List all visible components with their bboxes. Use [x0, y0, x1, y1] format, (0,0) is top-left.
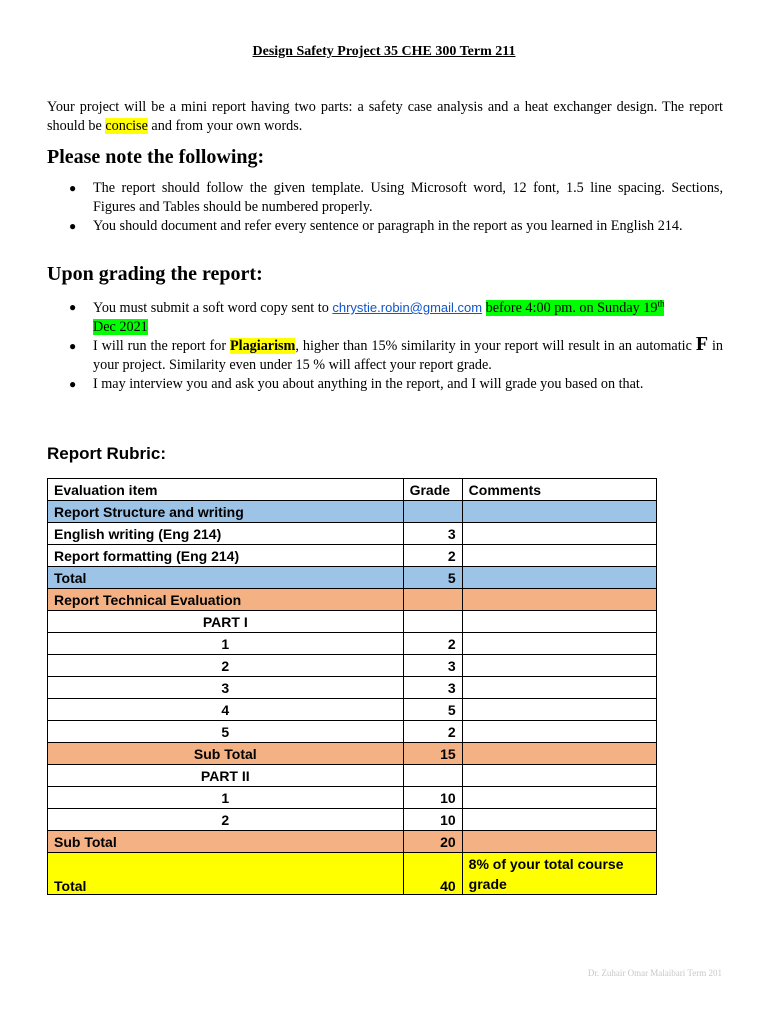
- row-grade: 2: [403, 545, 462, 567]
- table-row: [48, 721, 657, 743]
- plagiarism-highlight: Plagiarism: [229, 338, 296, 354]
- row-comments: [462, 611, 656, 633]
- rubric-heading: Report Rubric:: [47, 444, 166, 463]
- bullet-icon: ●: [69, 181, 77, 195]
- row-comments: 8% of your total course grade: [462, 853, 656, 895]
- row-comments: [462, 501, 656, 523]
- row-item: 2: [48, 809, 404, 831]
- row-comments: [462, 545, 656, 567]
- section-heading-grading: Upon grading the report:: [47, 263, 263, 285]
- row-grade: 3: [403, 523, 462, 545]
- deadline-text: before 4:00 pm. on Sunday 19: [485, 300, 658, 316]
- table-row: [48, 765, 657, 787]
- footer-text: Dr. Zuhair Omar Malaibari Term 201: [587, 968, 722, 978]
- intro-paragraph: [47, 98, 723, 136]
- row-grade: 3: [403, 655, 462, 677]
- section-heading-notes: Please note the following:: [47, 146, 265, 168]
- header-comments: Comments: [462, 479, 656, 501]
- table-row: [48, 853, 657, 895]
- list-item: [47, 179, 723, 217]
- row-grade: 10: [403, 809, 462, 831]
- table-row: [48, 809, 657, 831]
- row-comments: [462, 523, 656, 545]
- list-item: [47, 298, 723, 337]
- bullet-icon: ●: [69, 300, 77, 314]
- row-grade: 5: [403, 567, 462, 589]
- row-item: Sub Total: [48, 743, 404, 765]
- row-grade: 2: [403, 721, 462, 743]
- row-grade: 3: [403, 677, 462, 699]
- document-title: Design Safety Project 35 CHE 300 Term 211: [252, 44, 516, 59]
- table-row: [48, 831, 657, 853]
- row-comments: [462, 831, 656, 853]
- row-grade: [403, 501, 462, 523]
- plagiarism-text-mid: , higher than 15% similarity in your report will result in an automatic: [295, 338, 696, 354]
- row-comments: [462, 787, 656, 809]
- list-item-text: The report should follow the given template. Using Microsoft word, 12 font, 1.5 line spacing. Sections, Figures and Tables should be numbered properly.: [93, 180, 723, 215]
- table-row: [48, 699, 657, 721]
- row-comments: [462, 567, 656, 589]
- table-row: [48, 545, 657, 567]
- bullet-icon: ●: [69, 377, 77, 391]
- header-grade: Grade: [403, 479, 462, 501]
- grading-list: [47, 298, 723, 394]
- row-comments: [462, 589, 656, 611]
- deadline-highlight: [486, 300, 665, 316]
- row-grade: [403, 589, 462, 611]
- row-grade: 2: [403, 633, 462, 655]
- fail-grade-letter: F: [695, 333, 709, 355]
- interview-text: I may interview you and ask you about anything in the report, and I will grade you based on that.: [93, 376, 644, 392]
- row-comments: [462, 743, 656, 765]
- row-comments: [462, 765, 656, 787]
- row-comments: [462, 721, 656, 743]
- row-item: English writing (Eng 214): [48, 523, 404, 545]
- notes-list: [47, 179, 723, 236]
- row-comments: [462, 699, 656, 721]
- row-grade: 5: [403, 699, 462, 721]
- row-grade: [403, 765, 462, 787]
- submit-text: You must submit a soft word copy sent to: [93, 300, 333, 316]
- row-item: Total: [48, 567, 404, 589]
- table-row: [48, 677, 657, 699]
- email-link[interactable]: chrystie.robin@gmail.com: [332, 300, 483, 315]
- rubric-table: [47, 478, 657, 895]
- row-comments: [462, 809, 656, 831]
- table-row: [48, 655, 657, 677]
- row-comments: [462, 677, 656, 699]
- bullet-icon: ●: [69, 219, 77, 233]
- row-item: 1: [48, 787, 404, 809]
- row-item: 3: [48, 677, 404, 699]
- table-row: [48, 787, 657, 809]
- intro-text-before: Your project will be a mini report having two parts: a safety case analysis and a heat exchanger design. The report should be: [47, 99, 723, 134]
- row-grade: 15: [403, 743, 462, 765]
- header-item: Evaluation item: [48, 479, 404, 501]
- intro-text-after: and from your own words.: [147, 118, 303, 134]
- list-item: [47, 375, 723, 394]
- bullet-icon: ●: [69, 339, 77, 353]
- row-item: 4: [48, 699, 404, 721]
- row-grade: 40: [403, 853, 462, 895]
- list-item-text: You should document and refer every sentence or paragraph in the report as you learned in English 214.: [93, 218, 683, 234]
- row-item: Report formatting (Eng 214): [48, 545, 404, 567]
- deadline-ordinal: th: [657, 298, 665, 309]
- row-grade: 10: [403, 787, 462, 809]
- table-row: [48, 633, 657, 655]
- row-item: Sub Total: [48, 831, 404, 853]
- row-item: 1: [48, 633, 404, 655]
- row-item: Report Structure and writing: [48, 501, 404, 523]
- row-item: 2: [48, 655, 404, 677]
- intro-highlight: concise: [105, 118, 148, 134]
- table-row: [48, 523, 657, 545]
- table-row: [48, 589, 657, 611]
- row-item: PART II: [48, 765, 404, 787]
- row-item: Total: [48, 853, 404, 895]
- list-item: [47, 333, 723, 375]
- table-row: [48, 501, 657, 523]
- list-item: [47, 217, 723, 236]
- table-row: [48, 611, 657, 633]
- table-row: [48, 567, 657, 589]
- row-grade: [403, 611, 462, 633]
- deadline-date: Dec 2021: [93, 319, 148, 335]
- row-grade: 20: [403, 831, 462, 853]
- plagiarism-text-before: I will run the report for: [93, 338, 230, 354]
- plagiarism-text-after: in your project. Similarity even under 15 % will affect your report grade.: [93, 338, 723, 373]
- row-comments: [462, 655, 656, 677]
- row-item: Report Technical Evaluation: [48, 589, 404, 611]
- row-item: PART I: [48, 611, 404, 633]
- table-header-row: [48, 479, 657, 501]
- row-comments: [462, 633, 656, 655]
- row-item: 5: [48, 721, 404, 743]
- table-row: [48, 743, 657, 765]
